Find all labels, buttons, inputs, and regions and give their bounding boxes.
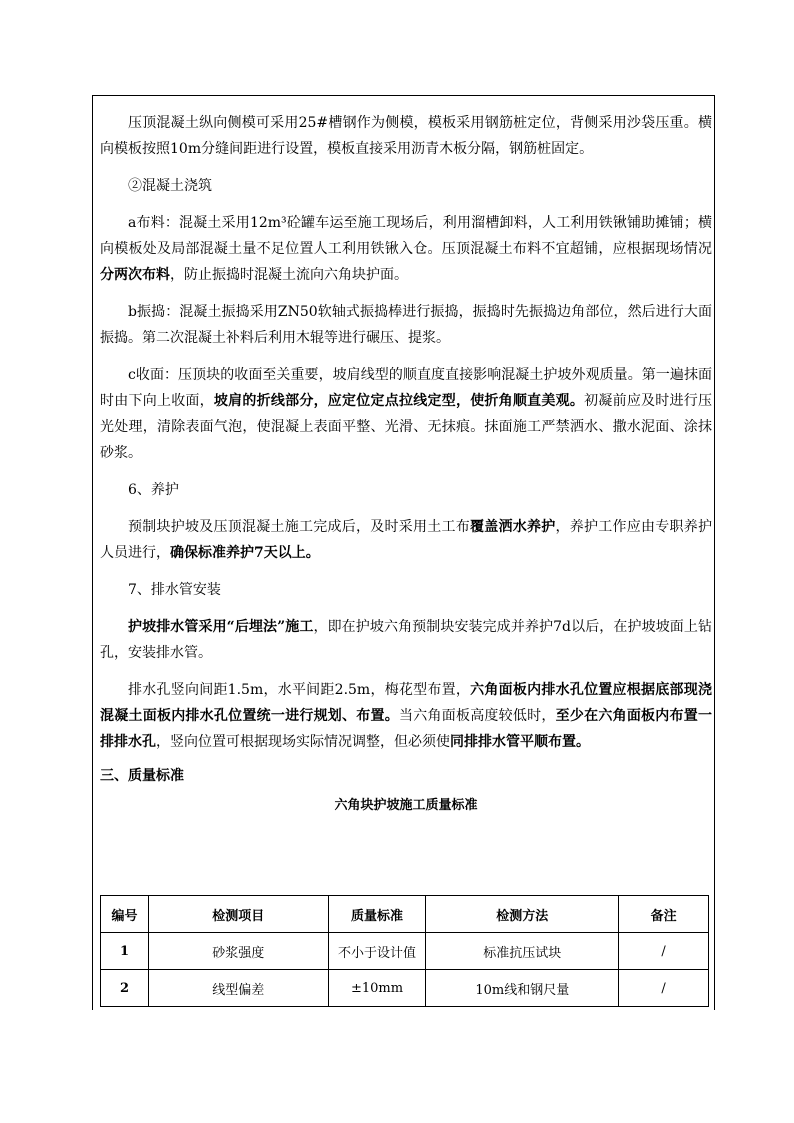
paragraph-formwork: 压顶混凝土纵向侧模可采用25#槽钢作为侧模，模板采用钢筋桩定位，背侧采用沙袋压重。横向模板按照10m分缝间距进行设置，模板直接采用沥青木板分隔，钢筋桩固定。 [100, 115, 712, 157]
heading-curing: 6、养护 [128, 482, 179, 498]
cell-method: 标准抗压试块 [426, 933, 619, 970]
table-row [101, 970, 709, 1007]
paragraph-curing: 预制块护坡及压顶混凝土施工完成后，及时采用土工布覆盖洒水养护，养护工作应由专职养护人员进行，确保标准养护7天以上。 [100, 519, 712, 561]
table-header-row [101, 896, 709, 933]
heading-concrete-pouring: ②混凝土浇筑 [128, 178, 212, 194]
cell-remark: / [619, 933, 709, 970]
cell-number: 2 [101, 970, 149, 1007]
header-standard: 质量标准 [328, 896, 426, 933]
document-body [100, 110, 712, 815]
cell-method: 10m线和钢尺量 [426, 970, 619, 1007]
cell-item: 线型偏差 [148, 970, 328, 1007]
cell-remark: / [619, 970, 709, 1007]
paragraph-vibration: b振捣：混凝土振捣采用ZN50软轴式振捣棒进行振捣，振捣时先振捣边角部位，然后进行大面振捣。第二次混凝土补料后利用木辊等进行碾压、提浆。 [100, 304, 712, 346]
quality-standard-table [100, 895, 709, 1007]
paragraph-distribution: a布料：混凝土采用12m³砼罐车运至施工现场后，利用溜槽卸料，人工利用铁锹铺助摊铺；横向模板处及局部混凝土量不足位置人工利用铁锹入仓。压顶混凝土布料不宜超铺，应根据现场情况分两次布料，防止振捣时混凝土流向六角块护面。 [100, 215, 712, 283]
header-number: 编号 [101, 896, 149, 933]
heading-drain-pipe: 7、排水管安装 [128, 582, 221, 598]
cell-standard: 不小于设计值 [328, 933, 426, 970]
table-row [101, 933, 709, 970]
cell-standard: ±10mm [328, 970, 426, 1007]
paragraph-drain-layout: 排水孔竖向间距1.5m，水平间距2.5m，梅花型布置，六角面板内排水孔位置应根据底部现浇混凝土面板内排水孔位置统一进行规划、布置。当六角面板高度较低时，至少在六角面板内布置一排排水孔，竖向位置可根据现场实际情况调整，但必须使同排排水管平顺布置。 [100, 682, 713, 750]
header-item: 检测项目 [148, 896, 328, 933]
paragraph-drain-method: 护坡排水管采用“后埋法”施工，即在护坡六角预制块安装完成并养护7d以后，在护坡坡面上钻孔，安装排水管。 [100, 619, 712, 661]
paragraph-finishing: c收面：压顶块的收面至关重要，坡肩线型的顺直度直接影响混凝土护坡外观质量。第一遍抹面时由下向上收面，坡肩的折线部分，应定位定点拉线定型，使折角顺直美观。初凝前应及时进行压光处理，清除表面气泡，使混凝上表面平整、光滑、无抹痕。抹面施工严禁洒水、撒水泥面、涂抹砂浆。 [100, 367, 713, 461]
cell-item: 砂浆强度 [148, 933, 328, 970]
table-caption: 六角块护坡施工质量标准 [334, 798, 478, 813]
cell-number: 1 [101, 933, 149, 970]
section-title-quality: 三、质量标准 [100, 768, 184, 784]
header-remark: 备注 [619, 896, 709, 933]
header-method: 检测方法 [426, 896, 619, 933]
